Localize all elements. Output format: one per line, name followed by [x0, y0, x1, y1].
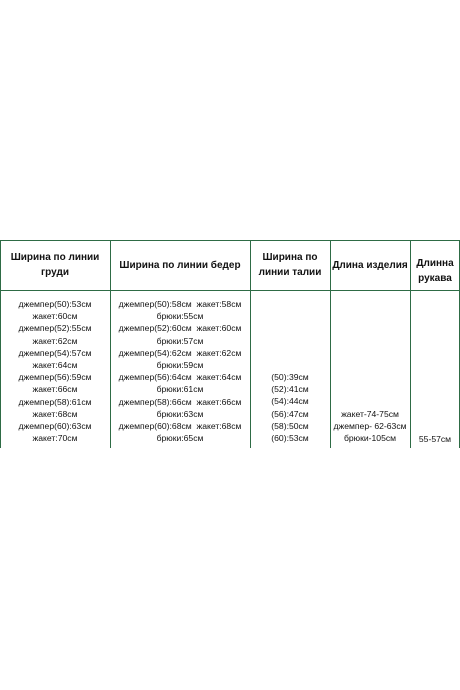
- table-cell: джемпер(56):64см жакет:64см: [118, 372, 242, 383]
- header-sleeve-line1: Длинна: [416, 258, 454, 269]
- table-cell: джемпер(58):66см жакет:66см: [118, 396, 242, 407]
- hips-column: [110, 298, 250, 444]
- table-cell: (52):41см: [271, 384, 309, 395]
- table-cell: брюки-105см: [343, 433, 397, 444]
- length-column: [330, 408, 410, 445]
- header-divider: [0, 290, 460, 291]
- sleeve-column: [410, 433, 460, 445]
- header-waist-line2: линии талии: [258, 267, 322, 278]
- table-cell: джемпер(52):60см жакет:60см: [118, 323, 242, 334]
- table-cell: джемпер(50):53см: [18, 299, 92, 309]
- table-cell: брюки:55см: [156, 311, 204, 322]
- header-chest-line1: Ширина по линии: [10, 252, 100, 263]
- table-cell: брюки:59см: [156, 360, 204, 371]
- table-cell: жакет:64см: [32, 360, 78, 371]
- header-length: [330, 240, 410, 290]
- table-cell: жакет:62см: [32, 335, 78, 346]
- header-hips: [110, 240, 250, 290]
- table-cell: джемпер(58):61см: [18, 396, 92, 407]
- table-cell: (50):39см: [271, 372, 309, 382]
- table-cell: джемпер(54):57см: [18, 347, 92, 358]
- header-sleeve: [410, 246, 460, 296]
- table-cell: жакет:68см: [32, 408, 78, 419]
- table-cell: джемпер- 62-63см: [333, 421, 407, 432]
- table-cell: жакет:66см: [32, 384, 78, 395]
- table-cell: жакет:60см: [32, 311, 78, 322]
- header-chest-line2: груди: [41, 267, 69, 278]
- table-cell: брюки:61см: [156, 384, 204, 395]
- table-cell: джемпер(60):68см жакет:68см: [118, 421, 242, 432]
- header-length-line1: Длина изделия: [332, 259, 408, 271]
- table-cell: брюки:65см: [156, 433, 204, 444]
- header-waist: [250, 240, 330, 290]
- table-cell: (56):47см: [271, 408, 309, 419]
- table-cell: (58):50см: [271, 420, 309, 431]
- header-waist-line1: Ширина по: [262, 252, 318, 263]
- table-cell: джемпер(60):63см: [18, 421, 92, 432]
- table-cell: (60):53см: [271, 433, 309, 444]
- size-table: [0, 240, 460, 448]
- table-cell: (54):44см: [271, 396, 309, 407]
- table-cell: джемпер(56):59см: [18, 372, 92, 383]
- waist-column: [250, 371, 330, 444]
- chest-column: [0, 298, 110, 444]
- table-cell: жакет-74-75см: [341, 409, 399, 419]
- table-cell: брюки:63см: [156, 408, 204, 419]
- table-cell: джемпер(52):55см: [18, 323, 92, 334]
- table-cell: джемпер(50):58см жакет:58см: [118, 299, 242, 309]
- table-cell: брюки:57см: [156, 335, 204, 346]
- header-chest: [0, 240, 110, 290]
- header-sleeve-line2: рукава: [418, 273, 452, 284]
- table-cell: жакет:70см: [32, 433, 78, 444]
- header-hips-line1: Ширина по линии бедер: [119, 259, 241, 271]
- table-cell: 55-57см: [418, 434, 452, 444]
- table-cell: джемпер(54):62см жакет:62см: [118, 347, 242, 358]
